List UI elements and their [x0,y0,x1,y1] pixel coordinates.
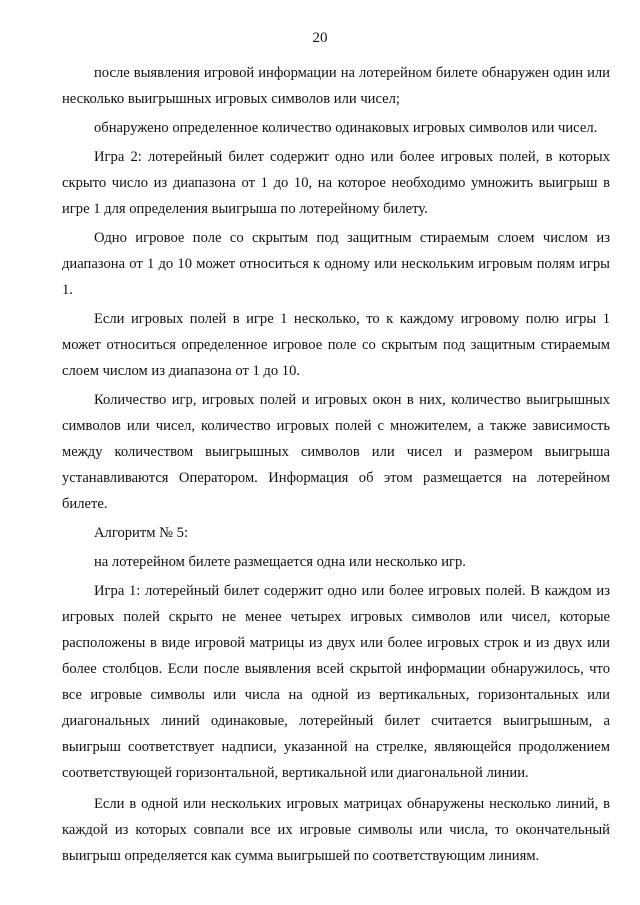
paragraph-2: обнаружено определенное количество одинаковых игровых символов или чисел. [94,120,598,136]
paragraph-3: Игра 2: лотерейный билет содержит одно или более игровых полей, в которых скрыто число из диапазона от 1 до 10, на которое необходимо умножить выигрыш в игре 1 для определения выигрыша по лотерейному билету. [62,149,610,217]
paragraph-9: Игра 1: лотерейный билет содержит одно или более игровых полей. В каждом из игровых полей скрыто не менее четырех игровых символов или чисел, которые расположены в виде игровой матрицы из двух или более игровых строк и из двух или более столбцов. Если после выявления всей скрытой информации обнаружилось, что все игровые символы или числа на одной из вертикальных, горизонтальных или диагональных линий одинаковые, лотерейный билет считается выигрышным, а выигрыш соответствует надписи, указанной на стрелке, являющейся продолжением соответствующей горизонтальной, вертикальной или диагональной линии. [62,583,610,781]
paragraph-4: Одно игровое поле со скрытым под защитным стираемым слоем числом из диапазона от 1 до 10 может относиться к одному или нескольким игровым полям игры 1. [62,230,610,298]
page-number: 20 [312,30,328,46]
paragraph-5: Если игровых полей в игре 1 несколько, то к каждому игровому полю игры 1 может относиться определенное игровое поле со скрытым под защитным стираемым слоем числом из диапазона от 1 до 10. [62,311,610,379]
algorithm-heading: Алгоритм № 5: [94,525,189,541]
paragraph-1: после выявления игровой информации на лотерейном билете обнаружен один или несколько выигрышных игровых символов или чисел; [62,65,610,107]
paragraph-6: Количество игр, игровых полей и игровых окон в них, количество выигрышных символов или чисел, количество игровых полей с множителем, а также зависимость между количеством выигрышных символов или чисел и размером выигрыша устанавливаются Оператором. Информация об этом размещается на лотерейном билете. [62,392,610,512]
paragraph-8: на лотерейном билете размещается одна или несколько игр. [94,554,466,570]
paragraph-10: Если в одной или нескольких игровых матрицах обнаружены несколько линий, в каждой из которых совпали все их игровые символы или числа, то окончательный выигрыш определяется как сумма выигрышей по соответствующим линиям. [62,796,610,864]
document-body [62,60,610,872]
